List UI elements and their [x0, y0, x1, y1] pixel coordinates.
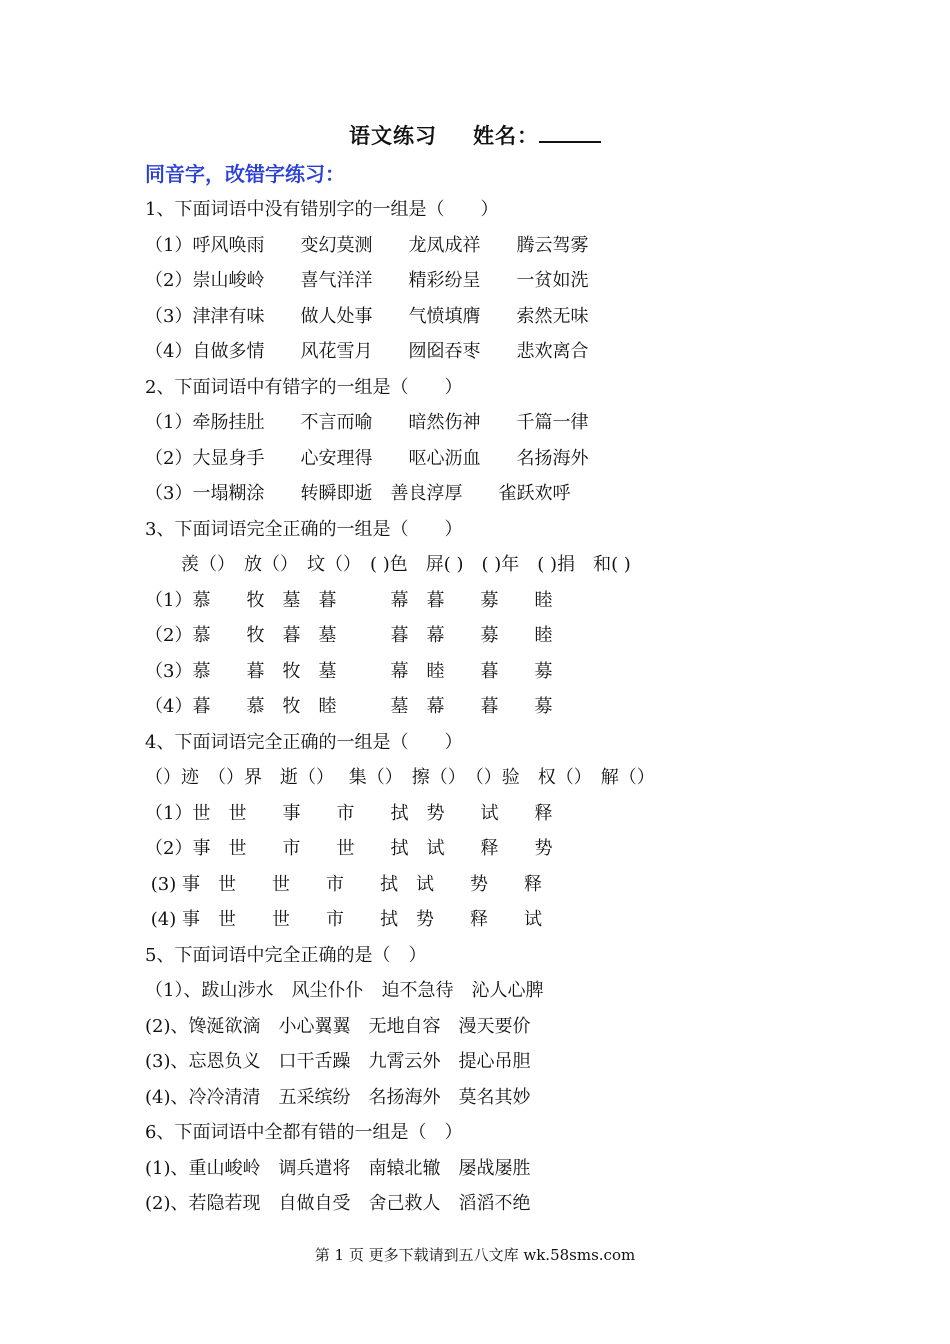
- option-line: （1）慕 牧 墓 暮 幕 暮 募 睦: [145, 589, 553, 611]
- option-line: （1）、跋山涉水 风尘仆仆 迫不急待 沁人心脾: [145, 980, 544, 1001]
- option-line: （1）呼风唤雨 变幻莫测 龙凤成祥 腾云驾雾: [145, 234, 589, 256]
- question-5: 5、下面词语中完全正确的是（ ）: [145, 944, 427, 966]
- option-line: （4）暮 慕 牧 睦 墓 幕 暮 募: [145, 696, 553, 717]
- fill-in-line: 羡（） 放（） 坟（） ( )色 屏( ) ( )年 ( )捐 和( ): [145, 554, 631, 575]
- option-line: （3）慕 暮 牧 墓 幕 睦 暮 募: [145, 660, 553, 682]
- title-text: 语文练习: [349, 123, 437, 148]
- question-2: 2、下面词语中有错字的一组是（ ）: [145, 376, 463, 398]
- option-line: (2)、若隐若现 自做自受 舍己救人 滔滔不绝: [145, 1193, 531, 1214]
- option-line: （2）慕 牧 暮 墓 暮 幕 募 睦: [145, 625, 553, 646]
- option-line: （2）大显身手 心安理得 呕心沥血 名扬海外: [145, 447, 589, 469]
- option-line: （3）津津有味 做人处事 气愤填膺 索然无味: [145, 305, 589, 327]
- name-blank: [539, 123, 601, 143]
- option-line: （1）世 世 事 市 拭 势 试 释: [145, 802, 553, 824]
- page-footer: 第 1 页 更多下载请到五八文库 wk.58sms.com: [314, 1246, 636, 1264]
- question-4: 4、下面词语完全正确的一组是（ ）: [145, 731, 463, 753]
- option-line: （1）牵肠挂肚 不言而喻 暗然伤神 千篇一律: [145, 412, 589, 433]
- name-label: 姓名：: [473, 123, 539, 148]
- option-line: （2）事 世 市 世 拭 试 释 势: [145, 838, 553, 859]
- page-title: [0, 120, 950, 150]
- exercise-lines: [145, 192, 845, 1222]
- option-line: （2）崇山峻岭 喜气洋洋 精彩纷呈 一贫如洗: [145, 270, 589, 291]
- option-line: (3)、忘恩负义 口干舌躁 九霄云外 提心吊胆: [145, 1051, 531, 1072]
- option-line: (2)、馋涎欲滴 小心翼翼 无地自容 漫天要价: [145, 1015, 531, 1037]
- question-1: 1、下面词语中没有错别字的一组是（ ）: [145, 199, 499, 220]
- section-heading: 同音字，改错字练习：: [145, 162, 345, 186]
- option-line: (1)、重山峻岭 调兵遣将 南辕北辙 屡战屡胜: [145, 1157, 531, 1179]
- option-line: （3）一塌糊涂 转瞬即逝 善良淳厚 雀跃欢呼: [145, 483, 571, 504]
- question-3: 3、下面词语完全正确的一组是（ ）: [145, 518, 463, 540]
- option-line: (3) 事 世 世 市 拭 试 势 释: [145, 873, 542, 895]
- option-line: (4)、冷冷清清 五采缤纷 名扬海外 莫名其妙: [145, 1086, 531, 1108]
- option-line: (4) 事 世 世 市 拭 势 释 试: [145, 909, 542, 930]
- question-6: 6、下面词语中全都有错的一组是（ ）: [145, 1122, 463, 1143]
- option-line: （4）自做多情 风花雪月 囫囵吞枣 悲欢离合: [145, 341, 589, 362]
- fill-in-line: （）迹 （）界 逝（） 集（） 擦（） （）验 权（） 解（）: [145, 767, 655, 788]
